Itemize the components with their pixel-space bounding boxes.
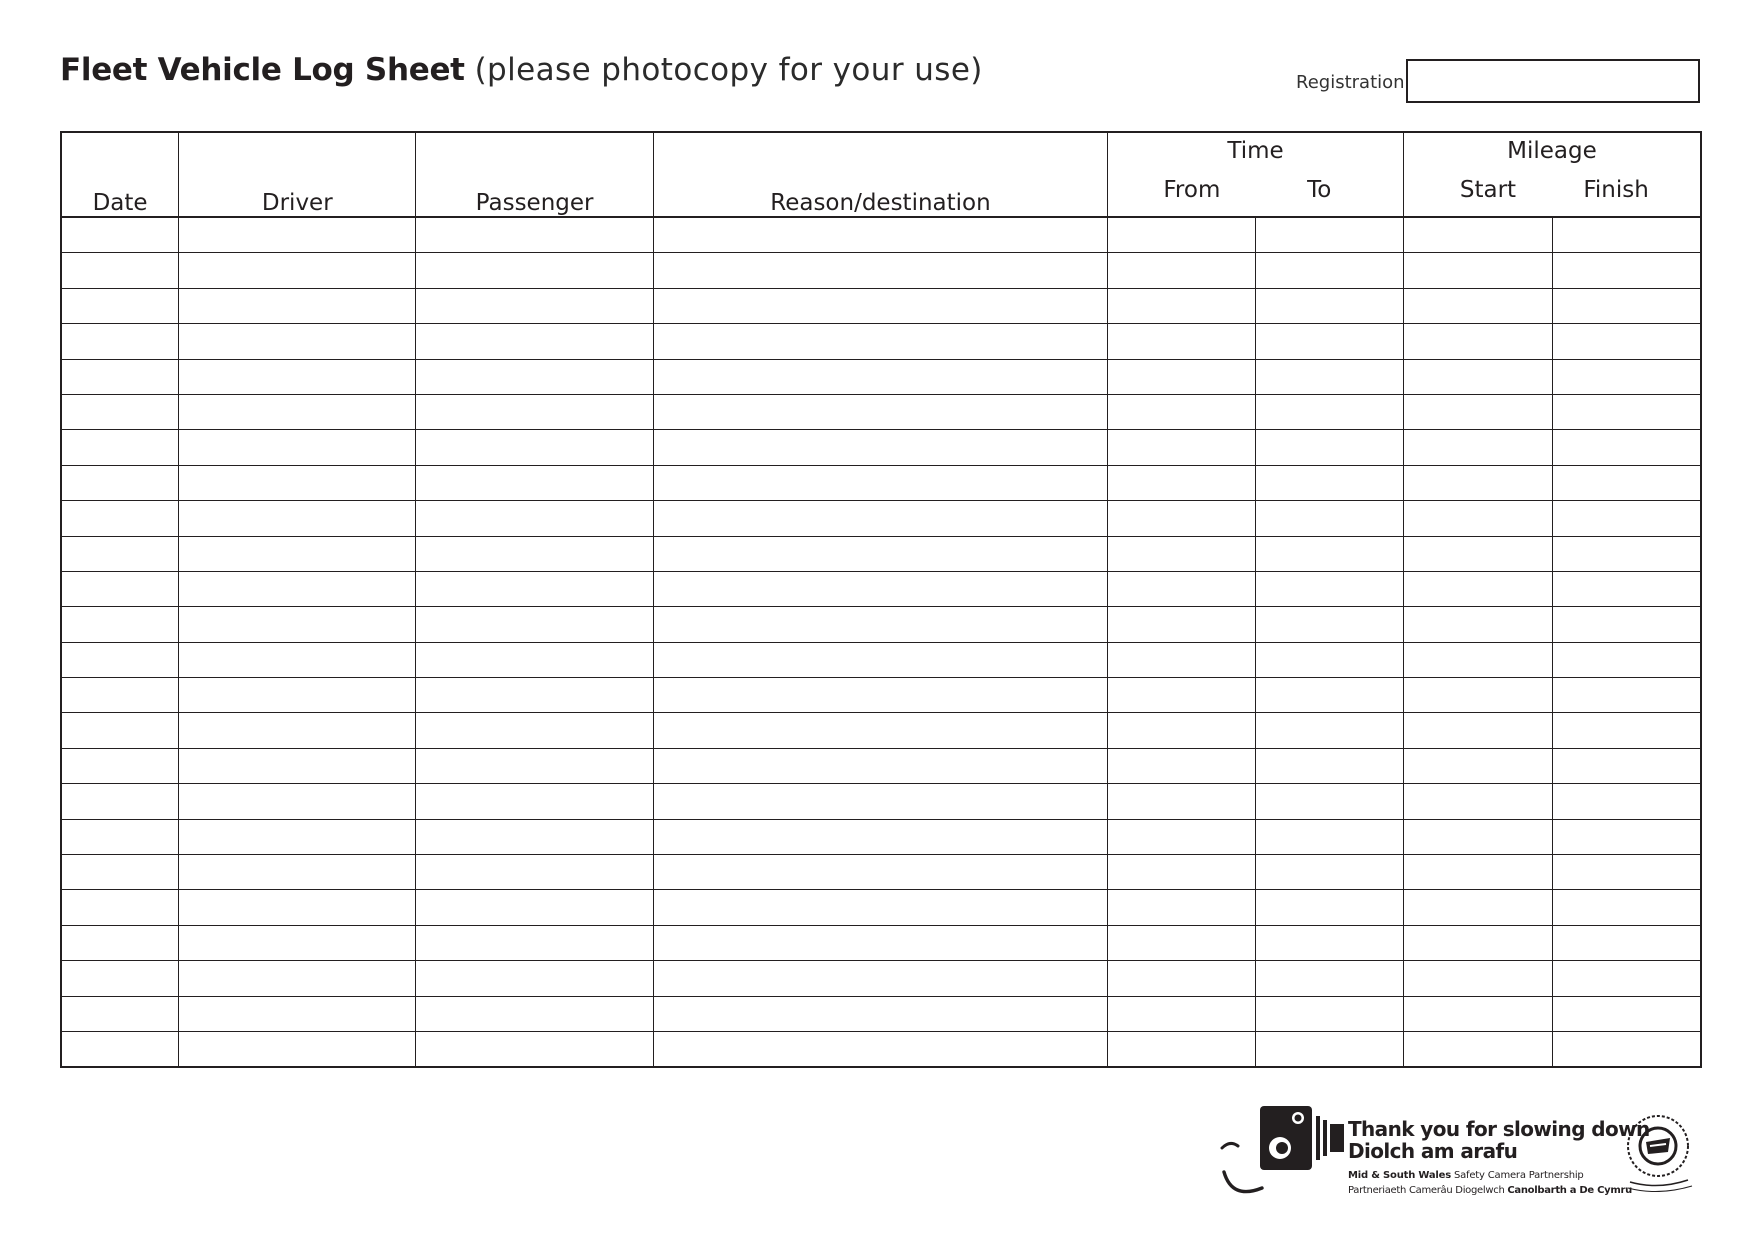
table-row (61, 713, 1701, 748)
passenger-cell[interactable] (416, 359, 653, 394)
mileage-start-cell[interactable] (1403, 394, 1552, 429)
mileage-start-cell[interactable] (1403, 288, 1552, 323)
log-rows (61, 217, 1701, 1067)
table-row (61, 394, 1701, 429)
table-row (61, 961, 1701, 996)
mileage-finish-cell[interactable] (1552, 642, 1701, 677)
reason-cell[interactable] (653, 855, 1107, 890)
mileage-finish-cell[interactable] (1552, 961, 1701, 996)
table-row (61, 819, 1701, 854)
col-header-mileage-finish: Finish (1552, 164, 1701, 217)
date-cell[interactable] (61, 607, 179, 642)
col-header-date: Date (61, 132, 179, 217)
date-cell[interactable] (61, 925, 179, 960)
time-to-cell[interactable] (1256, 536, 1404, 571)
table-row (61, 465, 1701, 500)
mileage-finish-cell[interactable] (1552, 713, 1701, 748)
partnership-region-english: Mid & South Wales (1348, 1170, 1451, 1181)
time-to-cell[interactable] (1256, 784, 1404, 819)
title-main: Fleet Vehicle Log Sheet (60, 52, 465, 88)
table-row (61, 430, 1701, 465)
date-cell[interactable] (61, 961, 179, 996)
mileage-start-cell[interactable] (1403, 784, 1552, 819)
driver-cell[interactable] (179, 784, 416, 819)
driver-cell[interactable] (179, 430, 416, 465)
table-row (61, 359, 1701, 394)
registration-field[interactable] (1406, 59, 1700, 103)
table-row (61, 1031, 1701, 1067)
date-cell[interactable] (61, 253, 179, 288)
driver-cell[interactable] (179, 855, 416, 890)
partnership-prefix-welsh: Partneriaeth Camerâu Diogelwch (1348, 1185, 1508, 1196)
time-from-cell[interactable] (1108, 819, 1256, 854)
passenger-cell[interactable] (416, 501, 653, 536)
col-header-driver: Driver (179, 132, 416, 217)
reason-cell[interactable] (653, 217, 1107, 253)
table-row (61, 501, 1701, 536)
speed-camera-icon (1258, 1104, 1348, 1174)
mileage-start-cell[interactable] (1403, 855, 1552, 890)
mileage-finish-cell[interactable] (1552, 394, 1701, 429)
table-row (61, 890, 1701, 925)
passenger-cell[interactable] (416, 713, 653, 748)
partnership-name-english (1348, 1170, 1584, 1181)
reason-cell[interactable] (653, 536, 1107, 571)
mileage-finish-cell[interactable] (1552, 501, 1701, 536)
mileage-finish-cell[interactable] (1552, 678, 1701, 713)
mileage-finish-cell[interactable] (1552, 890, 1701, 925)
partnership-name-welsh (1348, 1185, 1632, 1196)
time-from-cell[interactable] (1108, 784, 1256, 819)
table-row (61, 607, 1701, 642)
time-to-cell[interactable] (1256, 394, 1404, 429)
mileage-start-cell[interactable] (1403, 359, 1552, 394)
driver-cell[interactable] (179, 890, 416, 925)
col-header-reason: Reason/destination (653, 132, 1107, 217)
time-from-cell[interactable] (1108, 996, 1256, 1031)
time-to-cell[interactable] (1256, 819, 1404, 854)
date-cell[interactable] (61, 996, 179, 1031)
driver-cell[interactable] (179, 324, 416, 359)
passenger-cell[interactable] (416, 1031, 653, 1067)
reason-cell[interactable] (653, 678, 1107, 713)
time-to-cell[interactable] (1256, 607, 1404, 642)
mileage-start-cell[interactable] (1403, 536, 1552, 571)
driver-cell[interactable] (179, 501, 416, 536)
time-to-cell[interactable] (1256, 359, 1404, 394)
driver-cell[interactable] (179, 359, 416, 394)
reason-cell[interactable] (653, 996, 1107, 1031)
table-row (61, 642, 1701, 677)
date-cell[interactable] (61, 748, 179, 783)
date-cell[interactable] (61, 713, 179, 748)
reason-cell[interactable] (653, 501, 1107, 536)
title-note: (please photocopy for your use) (474, 52, 983, 88)
table-row (61, 536, 1701, 571)
col-header-passenger: Passenger (416, 132, 653, 217)
time-from-cell[interactable] (1108, 465, 1256, 500)
reason-cell[interactable] (653, 394, 1107, 429)
date-cell[interactable] (61, 1031, 179, 1067)
passenger-cell[interactable] (416, 536, 653, 571)
driver-cell[interactable] (179, 819, 416, 854)
time-from-cell[interactable] (1108, 855, 1256, 890)
reason-cell[interactable] (653, 324, 1107, 359)
date-cell[interactable] (61, 394, 179, 429)
table-row (61, 855, 1701, 890)
footer-slogan (1348, 1118, 1650, 1162)
mileage-finish-cell[interactable] (1552, 571, 1701, 606)
time-to-cell[interactable] (1256, 465, 1404, 500)
time-from-cell[interactable] (1108, 925, 1256, 960)
mileage-finish-cell[interactable] (1552, 359, 1701, 394)
table-row (61, 678, 1701, 713)
date-cell[interactable] (61, 855, 179, 890)
table-row (61, 217, 1701, 253)
mileage-finish-cell[interactable] (1552, 253, 1701, 288)
mileage-start-cell[interactable] (1403, 890, 1552, 925)
passenger-cell[interactable] (416, 394, 653, 429)
date-cell[interactable] (61, 642, 179, 677)
passenger-cell[interactable] (416, 855, 653, 890)
partnership-suffix-english: Safety Camera Partnership (1450, 1170, 1584, 1181)
driver-cell[interactable] (179, 571, 416, 606)
col-header-mileage-start: Start (1403, 164, 1552, 217)
date-cell[interactable] (61, 217, 179, 253)
mileage-start-cell[interactable] (1403, 678, 1552, 713)
driver-cell[interactable] (179, 465, 416, 500)
time-from-cell[interactable] (1108, 217, 1256, 253)
reason-cell[interactable] (653, 713, 1107, 748)
time-to-cell[interactable] (1256, 642, 1404, 677)
driver-cell[interactable] (179, 607, 416, 642)
driver-cell[interactable] (179, 678, 416, 713)
passenger-cell[interactable] (416, 890, 653, 925)
time-from-cell[interactable] (1108, 607, 1256, 642)
date-cell[interactable] (61, 536, 179, 571)
passenger-cell[interactable] (416, 996, 653, 1031)
slogan-welsh: Diolch am arafu (1348, 1139, 1518, 1163)
mileage-finish-cell[interactable] (1552, 996, 1701, 1031)
date-cell[interactable] (61, 465, 179, 500)
reason-cell[interactable] (653, 607, 1107, 642)
footer-branding (1218, 1100, 1708, 1220)
col-header-time: Time (1108, 132, 1404, 164)
passenger-cell[interactable] (416, 571, 653, 606)
time-to-cell[interactable] (1256, 996, 1404, 1031)
col-header-time-from: From (1108, 164, 1256, 217)
reason-cell[interactable] (653, 253, 1107, 288)
passenger-cell[interactable] (416, 819, 653, 854)
time-to-cell[interactable] (1256, 890, 1404, 925)
passenger-cell[interactable] (416, 465, 653, 500)
time-from-cell[interactable] (1108, 642, 1256, 677)
mileage-start-cell[interactable] (1403, 217, 1552, 253)
reason-cell[interactable] (653, 890, 1107, 925)
mileage-start-cell[interactable] (1403, 501, 1552, 536)
time-from-cell[interactable] (1108, 571, 1256, 606)
time-to-cell[interactable] (1256, 678, 1404, 713)
mileage-finish-cell[interactable] (1552, 217, 1701, 253)
date-cell[interactable] (61, 678, 179, 713)
date-cell[interactable] (61, 784, 179, 819)
time-to-cell[interactable] (1256, 217, 1404, 253)
time-from-cell[interactable] (1108, 678, 1256, 713)
partnership-region-welsh: Canolbarth a De Cymru (1507, 1185, 1632, 1196)
mileage-start-cell[interactable] (1403, 925, 1552, 960)
mileage-finish-cell[interactable] (1552, 784, 1701, 819)
reason-cell[interactable] (653, 784, 1107, 819)
mileage-start-cell[interactable] (1403, 430, 1552, 465)
date-cell[interactable] (61, 501, 179, 536)
mileage-finish-cell[interactable] (1552, 1031, 1701, 1067)
table-row (61, 925, 1701, 960)
mileage-finish-cell[interactable] (1552, 855, 1701, 890)
passenger-cell[interactable] (416, 324, 653, 359)
mileage-finish-cell[interactable] (1552, 748, 1701, 783)
time-to-cell[interactable] (1256, 324, 1404, 359)
driver-cell[interactable] (179, 961, 416, 996)
driver-cell[interactable] (179, 288, 416, 323)
time-from-cell[interactable] (1108, 430, 1256, 465)
table-row (61, 324, 1701, 359)
arrive-alive-seal-logo (1616, 1108, 1700, 1192)
driver-cell[interactable] (179, 394, 416, 429)
driver-cell[interactable] (179, 642, 416, 677)
mileage-start-cell[interactable] (1403, 748, 1552, 783)
passenger-cell[interactable] (416, 217, 653, 253)
date-cell[interactable] (61, 890, 179, 925)
mileage-finish-cell[interactable] (1552, 288, 1701, 323)
time-from-cell[interactable] (1108, 1031, 1256, 1067)
time-to-cell[interactable] (1256, 925, 1404, 960)
mileage-finish-cell[interactable] (1552, 536, 1701, 571)
page-title (60, 52, 983, 88)
table-row (61, 784, 1701, 819)
time-from-cell[interactable] (1108, 288, 1256, 323)
time-from-cell[interactable] (1108, 713, 1256, 748)
driver-cell[interactable] (179, 217, 416, 253)
reason-cell[interactable] (653, 819, 1107, 854)
table-row (61, 288, 1701, 323)
reason-cell[interactable] (653, 359, 1107, 394)
date-cell[interactable] (61, 819, 179, 854)
date-cell[interactable] (61, 288, 179, 323)
driver-cell[interactable] (179, 536, 416, 571)
passenger-cell[interactable] (416, 784, 653, 819)
reason-cell[interactable] (653, 288, 1107, 323)
passenger-cell[interactable] (416, 607, 653, 642)
reason-cell[interactable] (653, 1031, 1107, 1067)
passenger-cell[interactable] (416, 642, 653, 677)
mileage-start-cell[interactable] (1403, 324, 1552, 359)
reason-cell[interactable] (653, 430, 1107, 465)
mileage-start-cell[interactable] (1403, 607, 1552, 642)
driver-cell[interactable] (179, 925, 416, 960)
mileage-finish-cell[interactable] (1552, 925, 1701, 960)
time-from-cell[interactable] (1108, 324, 1256, 359)
table-row (61, 748, 1701, 783)
passenger-cell[interactable] (416, 288, 653, 323)
time-to-cell[interactable] (1256, 253, 1404, 288)
time-from-cell[interactable] (1108, 748, 1256, 783)
mileage-start-cell[interactable] (1403, 819, 1552, 854)
time-to-cell[interactable] (1256, 288, 1404, 323)
time-to-cell[interactable] (1256, 430, 1404, 465)
time-from-cell[interactable] (1108, 961, 1256, 996)
reason-cell[interactable] (653, 925, 1107, 960)
passenger-cell[interactable] (416, 925, 653, 960)
vehicle-log-table (60, 131, 1702, 1068)
registration-label: Registration (1296, 72, 1405, 93)
reason-cell[interactable] (653, 642, 1107, 677)
time-to-cell[interactable] (1256, 1031, 1404, 1067)
table-row (61, 571, 1701, 606)
slogan-english: Thank you for slowing down (1348, 1117, 1650, 1141)
driver-cell[interactable] (179, 996, 416, 1031)
passenger-cell[interactable] (416, 961, 653, 996)
date-cell[interactable] (61, 571, 179, 606)
passenger-cell[interactable] (416, 253, 653, 288)
date-cell[interactable] (61, 324, 179, 359)
reason-cell[interactable] (653, 961, 1107, 996)
mileage-start-cell[interactable] (1403, 1031, 1552, 1067)
mileage-start-cell[interactable] (1403, 961, 1552, 996)
reason-cell[interactable] (653, 748, 1107, 783)
mileage-start-cell[interactable] (1403, 996, 1552, 1031)
passenger-cell[interactable] (416, 678, 653, 713)
mileage-start-cell[interactable] (1403, 571, 1552, 606)
time-from-cell[interactable] (1108, 359, 1256, 394)
mileage-finish-cell[interactable] (1552, 324, 1701, 359)
table-row (61, 253, 1701, 288)
mileage-finish-cell[interactable] (1552, 430, 1701, 465)
passenger-cell[interactable] (416, 748, 653, 783)
mileage-finish-cell[interactable] (1552, 607, 1701, 642)
passenger-cell[interactable] (416, 430, 653, 465)
time-from-cell[interactable] (1108, 536, 1256, 571)
time-from-cell[interactable] (1108, 394, 1256, 429)
time-to-cell[interactable] (1256, 748, 1404, 783)
col-header-mileage: Mileage (1403, 132, 1701, 164)
time-to-cell[interactable] (1256, 961, 1404, 996)
time-to-cell[interactable] (1256, 855, 1404, 890)
driver-cell[interactable] (179, 1031, 416, 1067)
driver-cell[interactable] (179, 748, 416, 783)
reason-cell[interactable] (653, 465, 1107, 500)
mileage-start-cell[interactable] (1403, 253, 1552, 288)
reason-cell[interactable] (653, 571, 1107, 606)
time-from-cell[interactable] (1108, 501, 1256, 536)
time-from-cell[interactable] (1108, 253, 1256, 288)
time-from-cell[interactable] (1108, 890, 1256, 925)
mileage-start-cell[interactable] (1403, 642, 1552, 677)
time-to-cell[interactable] (1256, 501, 1404, 536)
time-to-cell[interactable] (1256, 713, 1404, 748)
table-row (61, 996, 1701, 1031)
mileage-finish-cell[interactable] (1552, 819, 1701, 854)
date-cell[interactable] (61, 359, 179, 394)
col-header-time-to: To (1256, 164, 1404, 217)
time-to-cell[interactable] (1256, 571, 1404, 606)
date-cell[interactable] (61, 430, 179, 465)
mileage-start-cell[interactable] (1403, 713, 1552, 748)
driver-cell[interactable] (179, 713, 416, 748)
mileage-finish-cell[interactable] (1552, 465, 1701, 500)
driver-cell[interactable] (179, 253, 416, 288)
mileage-start-cell[interactable] (1403, 465, 1552, 500)
